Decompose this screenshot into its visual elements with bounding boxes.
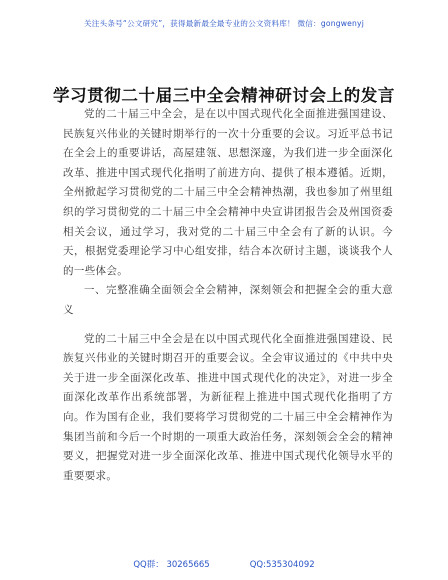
paragraph-section-1: 党的二十届三中全会是在以中国式现代化全面推进强国建设、民族复兴伟业的关键时期召开的重要会议。全会审议通过的《中共中央关于进一步全面深化改革、推进中国式现代化的决定》，对进一步全面深化改革作出系统部署，为新征程上推进中国式现代化指明了方向。作为国有企业，我们要将学习贯彻党的二十届三中全会精神作为集团当前和今后一个时期的一项重大政治任务，深刻领会全会的精神要义，把握党对进一步全面深化改革、推进中国式现代化领导水平的重要要求。 — [63, 332, 393, 482]
paragraph-intro: 党的二十届三中全会，是在以中国式现代化全面推进强国建设、民族复兴伟业的关键时期举行的一次十分重要的会议。习近平总书记在全会上的重要讲话，高屋建瓴、思想深邃，为我们进一步全面深化改革、推进中国式现代化指明了前进方向、提供了根本遵循。近期，全州掀起学习贯彻党的二十届三中全会精神热潮，我也参加了州里组织的学习贯彻党的二十届三中全会精神中央宣讲团报告会及州国资委相关会议，通过学习，我对党的二十届三中全会有了新的认识。今天，根据党委理论学习中心组安排，结合本次研讨主题，谈谈我个人的一些体会。 — [63, 108, 393, 277]
footer-contact — [0, 558, 448, 570]
footer-qq-group: QQ群： 30265665 — [133, 560, 210, 570]
document-body — [63, 105, 393, 486]
section-heading-1: 一、完整准确全面领会全会精神，深刻领会和把握全会的重大意义 — [63, 284, 393, 316]
header-banner: 关注头条号“公文研究”，获得最新最全最专业的公文资料库！ 微信：gongwenyj — [83, 19, 365, 28]
footer-qq: QQ:535304092 — [249, 560, 315, 570]
document-title: 学习贯彻二十届三中全会精神研讨会上的发言 — [53, 86, 395, 105]
